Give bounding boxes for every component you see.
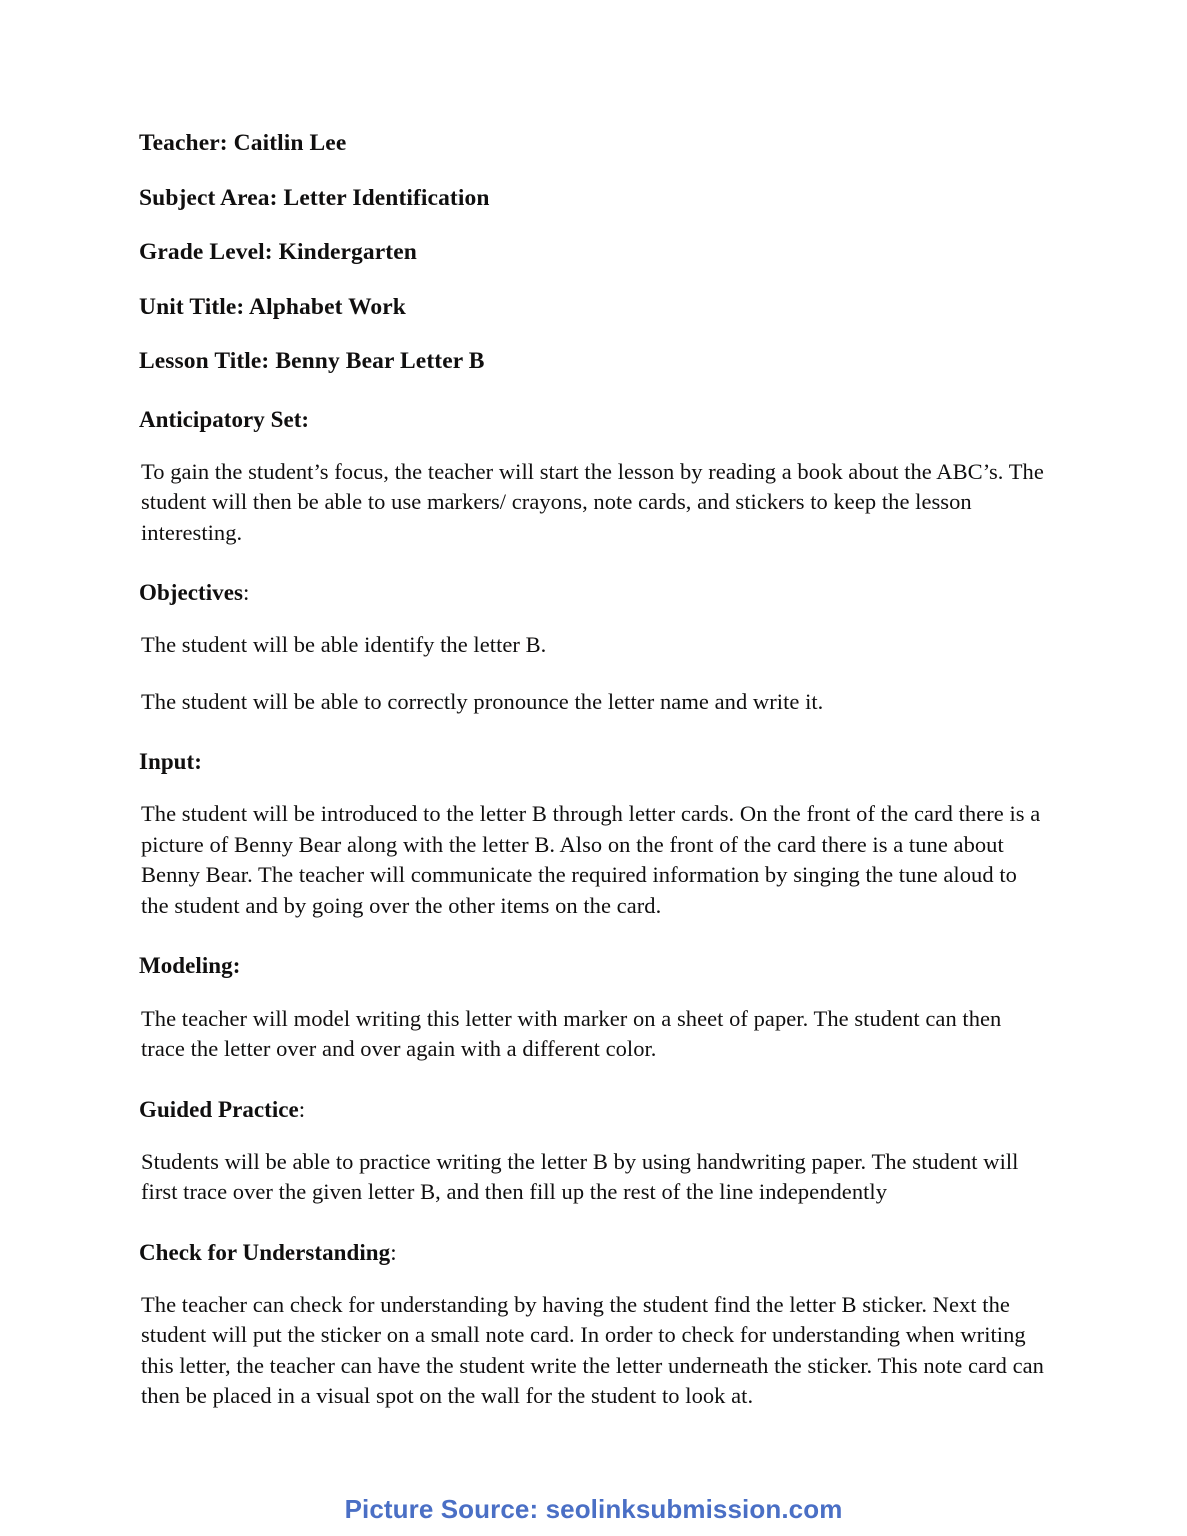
section-heading-anticipatory-set bbox=[139, 408, 1049, 432]
heading-colon: : bbox=[232, 953, 241, 979]
heading-colon: : bbox=[298, 1096, 306, 1122]
section-paragraph-anticipatory-set-1: To gain the student’s focus, the teacher will start the lesson by reading a book about the ABC’s. The student will then be able to use markers/ crayons, note cards, and stickers to keep the lesson interesting. bbox=[141, 458, 1044, 545]
section-paragraph-objectives-1: The student will be able identify the letter B. bbox=[141, 632, 547, 658]
section-paragraph-modeling-1: The teacher will model writing this letter with marker on a sheet of paper. The student can then trace the letter over and over again with a different color. bbox=[141, 1005, 1002, 1062]
section-paragraph-objectives-2: The student will be able to correctly pronounce the letter name and write it. bbox=[141, 688, 824, 714]
meta-line-grade-level: Grade Level: Kindergarten bbox=[139, 239, 417, 265]
heading-colon: : bbox=[301, 406, 310, 432]
section-paragraph-input-1: The student will be introduced to the letter B through letter cards. On the front of the card there is a picture of Benny Bear along with the letter B. Also on the front of the card there is a tune about Benny Bear. The teacher will communicate the required information by singing the tune aloud to the student and by going over the other items on the card. bbox=[141, 801, 1041, 918]
section-paragraph-guided-practice-1: Students will be able to practice writing the letter B by using handwriting paper. The student will first trace over the given letter B, and then fill up the rest of the line independently bbox=[141, 1148, 1019, 1205]
section-paragraph-check-for-understanding-1: The teacher can check for understanding by having the student find the letter B sticker. Next the student will put the sticker on a small note card. In order to check for understanding when writing this letter, the teacher can have the student write the letter underneath the sticker. This note card can then be placed in a visual spot on the wall for the student to look at. bbox=[141, 1291, 1044, 1409]
heading-text: Check for Understanding bbox=[139, 1239, 391, 1265]
heading-text: Guided Practice bbox=[139, 1096, 299, 1122]
picture-source-credit: Picture Source: seolinksubmission.com bbox=[344, 1494, 843, 1524]
section-heading-modeling bbox=[139, 954, 1049, 978]
heading-colon: : bbox=[390, 1239, 397, 1265]
meta-line-lesson-title: Lesson Title: Benny Bear Letter B bbox=[139, 348, 485, 374]
lesson-plan-content bbox=[139, 132, 1049, 1436]
meta-line-subject-area: Subject Area: Letter Identification bbox=[139, 184, 490, 211]
heading-text: Objectives bbox=[139, 580, 243, 606]
spacer bbox=[139, 572, 1049, 581]
heading-colon: : bbox=[194, 749, 202, 775]
meta-line-teacher: Teacher: Caitlin Lee bbox=[139, 130, 347, 156]
meta-line-unit-title: Unit Title: Alphabet Work bbox=[139, 293, 406, 320]
heading-colon: : bbox=[242, 580, 250, 606]
section-heading-input bbox=[139, 750, 1049, 774]
section-heading-guided-practice bbox=[139, 1098, 1049, 1122]
heading-text: Input bbox=[139, 749, 195, 775]
spacer bbox=[139, 741, 1049, 750]
heading-text: Anticipatory Set bbox=[139, 406, 302, 432]
spacer bbox=[139, 945, 1049, 954]
section-heading-objectives bbox=[139, 581, 1049, 605]
section-heading-check-for-understanding bbox=[139, 1241, 1049, 1265]
heading-text: Modeling bbox=[139, 953, 233, 979]
